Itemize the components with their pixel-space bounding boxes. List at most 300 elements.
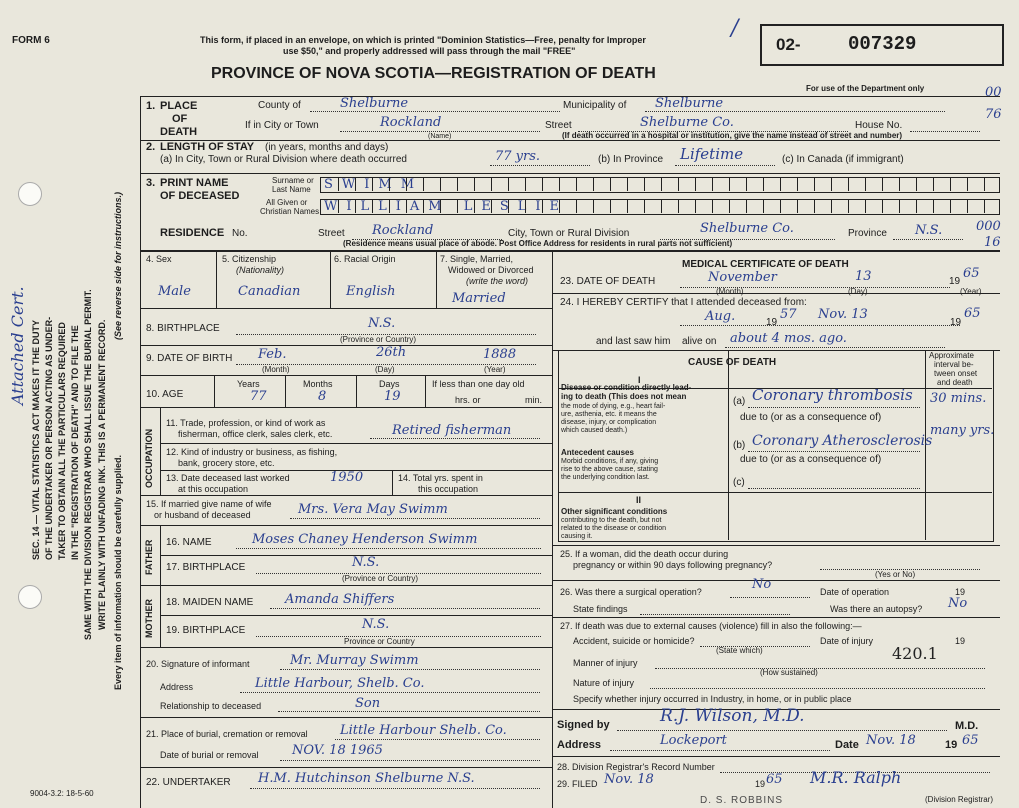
city-name-label: (Name) [428, 133, 452, 140]
s3-label-1: PRINT NAME [160, 177, 229, 189]
signed-md: M.D. [955, 720, 979, 732]
registrar-record-label: 28. Division Registrar's Record Number [557, 762, 715, 772]
street-label: Street [545, 120, 572, 131]
letter-cell-divider [576, 200, 577, 213]
print-code: 9004-3.2: 18-5-60 [30, 789, 94, 798]
letter-cell-divider [763, 200, 764, 213]
letter-cell-divider [661, 178, 662, 191]
filed-year-prefix: 19 [755, 779, 766, 789]
letter-cell-divider [525, 178, 526, 191]
mother-label: MOTHER [144, 599, 154, 638]
alive-on-label: alive on [682, 336, 717, 347]
cause-a-label: (a) [733, 396, 746, 407]
letter-cell-divider [508, 200, 509, 213]
letter-cell-divider [355, 200, 356, 213]
s1-label-2: OF [172, 113, 188, 125]
interval-4: and death [937, 378, 973, 387]
letter-cell-divider [780, 200, 781, 213]
letter-cell-divider [542, 178, 543, 191]
age-label: 10. AGE [146, 389, 184, 400]
s2-a-label: (a) In City, Town or Rural Division where death occurred [160, 154, 407, 165]
marital-value[interactable]: Married [452, 291, 506, 306]
death-date-day[interactable]: 13 [855, 269, 872, 284]
citizenship-label-2: (Nationality) [236, 265, 285, 275]
mother-birthplace-label: 19. BIRTHPLACE [166, 625, 246, 636]
letter-cell-divider [593, 178, 594, 191]
certify-label: 24. I HEREBY CERTIFY that I attended deceased from: [560, 297, 807, 308]
relationship-label: Relationship to deceased [160, 701, 262, 711]
letter-cell-divider [338, 178, 339, 191]
tick-mark: / [731, 16, 739, 41]
letter-cell-divider [695, 200, 696, 213]
pregnancy-label-2: pregnancy or within 90 days following pregnancy? [573, 560, 773, 570]
roman-two: II [636, 495, 642, 505]
letter-cell-divider [372, 178, 373, 191]
city-label: If in City or Town [245, 120, 319, 131]
trade-label-1: 11. Trade, profession, or kind of work as [166, 418, 326, 428]
letter-cell-divider [899, 178, 900, 191]
pregnancy-label-1: 25. If a woman, did the death occur during [560, 549, 729, 559]
dob-year-label: (Year) [484, 365, 506, 374]
department-use-label: For use of the Department only [806, 84, 925, 93]
municipality-value[interactable]: Shelburne [655, 96, 724, 111]
residence-street-value[interactable]: Rockland [372, 223, 434, 238]
alive-on-value[interactable]: about 4 mos. ago. [730, 331, 847, 346]
informant-address-value[interactable]: Little Harbour, Shelb. Co. [255, 676, 425, 691]
letter-cell-divider [780, 178, 781, 191]
s2-label: LENGTH OF STAY [160, 141, 255, 153]
surgery-label: 26. Was there a surgical operation? [560, 587, 702, 597]
father-birthplace-value[interactable]: N.S. [352, 555, 380, 570]
cause-b-interval[interactable]: many yrs. [930, 423, 995, 438]
date-label: Date [835, 739, 859, 751]
residence-street-label: Street [318, 228, 345, 239]
autopsy-label: Was there an autopsy? [830, 604, 923, 614]
father-name-label: 16. NAME [166, 537, 212, 548]
robbins-stamp: D. S. ROBBINS [700, 795, 784, 806]
date-year[interactable]: 65 [962, 733, 979, 748]
age-less-label-2: hrs. or [455, 395, 481, 405]
marital-label-2: Widowed or Divorced [448, 265, 534, 275]
letter-cell-divider [831, 178, 832, 191]
residence-note: (Residence means usual place of abode. Post Office Address for residents in rural parts not sufficient) [343, 239, 733, 248]
punch-hole-bottom [18, 585, 42, 609]
findings-label: State findings [573, 604, 628, 614]
last-worked-label-1: 13. Date deceased last worked [166, 473, 290, 483]
letter-cell-divider [576, 178, 577, 191]
spouse-value[interactable]: Mrs. Vera May Swimm [298, 502, 448, 517]
antecedent-3: rise to the above cause, stating [561, 466, 658, 473]
punch-hole-top [18, 182, 42, 206]
death-date-year[interactable]: 65 [963, 266, 980, 281]
due-to-2: due to (or as a consequence of) [740, 454, 882, 465]
surname-label-2: Last Name [272, 185, 311, 194]
letter-cell-divider [389, 178, 390, 191]
letter-cell-divider [797, 178, 798, 191]
antecedent-1: Antecedent causes [561, 448, 634, 457]
letter-cell-divider [610, 200, 611, 213]
letter-cell-divider [712, 178, 713, 191]
filed-year[interactable]: 65 [766, 772, 783, 787]
trade-label-2: fisherman, office clerk, sales clerk, etc. [178, 429, 333, 439]
age-days-label: Days [379, 379, 400, 389]
letter-cell-divider [525, 200, 526, 213]
letter-cell-divider [865, 178, 866, 191]
father-birthplace-label: 17. BIRTHPLACE [166, 562, 246, 573]
dob-day[interactable]: 26th [376, 345, 407, 360]
racial-origin-label: 6. Racial Origin [334, 254, 396, 264]
letter-cell-divider [746, 200, 747, 213]
letter-cell-divider [491, 200, 492, 213]
department-code-4: 16 [984, 235, 1001, 250]
father-label: FATHER [144, 539, 154, 575]
disease-6: which caused death.) [561, 427, 628, 434]
nature-label: Nature of injury [573, 678, 635, 688]
given-name-value: WILLIAM LESLIE [324, 199, 569, 214]
side-instruction-2: OF THE UNDERTAKER OR PERSON ACTING AS UNDER- [44, 316, 54, 560]
letter-cell-divider [967, 178, 968, 191]
letter-cell-divider [729, 200, 730, 213]
industry-label-2: bank, grocery store, etc. [178, 458, 275, 468]
surname-value: SWIMM [324, 177, 424, 192]
city-value[interactable]: Rockland [380, 115, 442, 130]
age-years-value[interactable]: 77 [250, 389, 267, 404]
house-number-label: House No. [855, 120, 903, 131]
department-code-3: 000 [976, 219, 1001, 234]
death-date-month[interactable]: November [708, 270, 777, 285]
death-month-label: (Month) [716, 287, 744, 296]
letter-cell-divider [848, 178, 849, 191]
s1-label-1: PLACE [160, 100, 198, 112]
interval-1: Approximate [929, 351, 974, 360]
letter-cell-divider [916, 178, 917, 191]
letter-cell-divider [712, 200, 713, 213]
s2-b-label: (b) In Province [598, 154, 664, 165]
letter-cell-divider [678, 178, 679, 191]
cause-a-value[interactable]: Coronary thrombosis [752, 386, 913, 404]
given-label-1: All Given or [266, 198, 308, 207]
age-months-label: Months [303, 379, 333, 389]
side-instruction-6: WRITE PLAINLY WITH UNFADING INK. THIS IS A PERMANENT RECORD. [97, 319, 107, 630]
external-causes-label: 27. If death was due to external causes (violence) fill in also the following:— [560, 621, 862, 631]
disease-2: ing to death (This does not mean [561, 392, 687, 401]
dob-month[interactable]: Feb. [258, 347, 287, 362]
s3-label-2: OF DECEASED [160, 190, 240, 202]
citizenship-value[interactable]: Canadian [238, 284, 301, 299]
letter-cell-divider [933, 178, 934, 191]
last-saw-label: and last saw him [596, 336, 671, 347]
municipality-label: Municipality of [563, 100, 627, 111]
address-value[interactable]: Lockeport [660, 733, 727, 748]
letter-cell-divider [508, 178, 509, 191]
letter-cell-divider [627, 200, 628, 213]
letter-cell-divider [627, 178, 628, 191]
marital-label-3: (write the word) [466, 276, 529, 286]
letter-cell-divider [984, 178, 985, 191]
page-title: PROVINCE OF NOVA SCOTIA—REGISTRATION OF DEATH [211, 65, 656, 82]
injury-date-prefix: 19 [955, 636, 966, 646]
antecedent-2: Morbid conditions, if any, giving [561, 458, 659, 465]
sex-value[interactable]: Male [158, 284, 191, 299]
death-day-label: (Day) [848, 287, 868, 296]
letter-cell-divider [457, 200, 458, 213]
medical-certificate-title: MEDICAL CERTIFICATE OF DEATH [682, 259, 849, 270]
address-label: Address [557, 739, 602, 751]
filed-value[interactable]: Nov. 18 [604, 772, 654, 787]
specify-label: Specify whether injury occurred in Industry, in home, or in public place [573, 694, 852, 704]
classification-code[interactable]: 420.1 [892, 644, 938, 663]
industry-label-1: 12. Kind of industry or business, as fishing, [166, 447, 338, 457]
letter-cell-divider [542, 200, 543, 213]
age-months-value[interactable]: 8 [318, 389, 327, 404]
cause-b-value[interactable]: Coronary Atherosclerosis [752, 433, 933, 449]
mother-maiden-value[interactable]: Amanda Shiffers [285, 592, 395, 607]
birthplace-sub: (Province or Country) [340, 335, 417, 344]
s1-label-3: DEATH [160, 126, 198, 138]
letter-cell-divider [746, 178, 747, 191]
registration-number: 007329 [848, 33, 917, 55]
s2-a-value[interactable]: 77 yrs. [495, 149, 541, 164]
side-instruction-4: IN THE "REGISTRATION OF DEATH" AND TO FILE THE [70, 325, 80, 560]
letter-cell-divider [491, 178, 492, 191]
letter-cell-divider [814, 178, 815, 191]
letter-cell-divider [440, 200, 441, 213]
how-sustained: (How sustained) [760, 668, 818, 677]
accident-label: Accident, suicide or homicide? [573, 636, 695, 646]
autopsy-value[interactable]: No [948, 596, 968, 611]
letter-cell-divider [729, 178, 730, 191]
letter-cell-divider [440, 178, 441, 191]
spouse-label-1: 15. If married give name of wife [146, 499, 272, 509]
burial-place-value[interactable]: Little Harbour Shelb. Co. [340, 723, 507, 738]
header-note-2: use $50," and properly addressed will pass through the mail "FREE" [283, 46, 576, 56]
letter-cell-divider [814, 200, 815, 213]
cause-b-label: (b) [733, 440, 746, 451]
death-date-label: 23. DATE OF DEATH [560, 276, 656, 287]
last-worked-value[interactable]: 1950 [330, 470, 364, 485]
s2-sub: (in years, months and days) [265, 142, 389, 153]
signed-value[interactable]: R.J. Wilson, M.D. [660, 706, 805, 726]
disease-1: Disease or condition directly lead- [561, 383, 692, 392]
letter-cell-divider [644, 178, 645, 191]
signed-label: Signed by [557, 719, 610, 731]
letter-cell-divider [950, 178, 951, 191]
letter-cell-divider [831, 200, 832, 213]
registrar-label: (Division Registrar) [925, 795, 994, 804]
residence-label: RESIDENCE [160, 227, 225, 239]
attended-to[interactable]: Nov. 13 [818, 307, 868, 322]
operation-date-label: Date of operation [820, 587, 890, 597]
letter-cell-divider [644, 200, 645, 213]
father-name-value[interactable]: Moses Chaney Henderson Swimm [252, 532, 478, 547]
trade-value[interactable]: Retired fisherman [392, 423, 512, 438]
attended-to-prefix: 19 [950, 317, 962, 328]
spouse-label-2: or husband of deceased [154, 510, 251, 520]
form-number: FORM 6 [12, 35, 50, 46]
registration-number-box [760, 24, 1004, 66]
dob-day-label: (Day) [375, 365, 395, 374]
residence-province-label: Province [848, 228, 887, 239]
letter-cell-divider [865, 200, 866, 213]
sex-label: 4. Sex [146, 254, 172, 264]
roman-one: I [638, 375, 641, 385]
residence-province-value[interactable]: N.S. [915, 223, 943, 238]
date-value[interactable]: Nov. 18 [866, 733, 916, 748]
letter-cell-divider [678, 200, 679, 213]
mother-birthplace-sub: Province or Country [344, 637, 415, 646]
letter-cell-divider [797, 200, 798, 213]
surname-label-1: Surname or [272, 176, 314, 185]
other-2: contributing to the death, but not [561, 517, 662, 524]
department-code-1: 00 [985, 85, 1002, 100]
interval-3: tween onset [934, 369, 978, 378]
letter-cell-divider [933, 200, 934, 213]
letter-cell-divider [338, 200, 339, 213]
residence-no-label: No. [232, 228, 248, 239]
due-to-1: due to (or as a consequence of) [740, 412, 882, 423]
cause-title: CAUSE OF DEATH [688, 357, 777, 368]
surgery-value[interactable]: No [752, 577, 772, 592]
side-instruction-3: TAKER TO OBTAIN ALL THE PARTICULARS REQUIRED [57, 322, 67, 560]
birthplace-value[interactable]: N.S. [368, 316, 396, 331]
other-3: related to the disease or condition [561, 525, 667, 532]
letter-cell-divider [559, 200, 560, 213]
letter-cell-divider [423, 200, 424, 213]
age-days-value[interactable]: 19 [384, 389, 401, 404]
interval-2: interval be- [934, 360, 974, 369]
letter-cell-divider [984, 200, 985, 213]
antecedent-4: the underlying condition last. [561, 474, 650, 481]
residence-city-value[interactable]: Shelburne Co. [700, 221, 794, 236]
header-note-1: This form, if placed in an envelope, on which is printed "Dominion Statistics—Free, penalty for Improper [200, 35, 646, 45]
s2-b-value[interactable]: Lifetime [680, 145, 744, 163]
county-value[interactable]: Shelburne [340, 96, 409, 111]
pregnancy-yes-no: (Yes or No) [875, 570, 916, 579]
letter-cell-divider [474, 200, 475, 213]
undertaker-value[interactable]: H.M. Hutchinson Shelburne N.S. [258, 771, 475, 786]
s2-number: 2. [146, 141, 156, 153]
letter-cell-divider [661, 200, 662, 213]
letter-cell-divider [916, 200, 917, 213]
cause-c-label: (c) [733, 477, 745, 488]
racial-origin-value[interactable]: English [346, 284, 396, 299]
marital-label-1: 7. Single, Married, [440, 254, 514, 264]
letter-cell-divider [372, 200, 373, 213]
citizenship-label-1: 5. Citizenship [222, 254, 277, 264]
hospital-note: (If death occurred in a hospital or institution, give the name instead of street and number) [562, 131, 903, 140]
letter-cell-divider [899, 200, 900, 213]
age-less-label-1: If less than one day old [432, 379, 525, 389]
filed-label: 29. FILED [557, 779, 598, 789]
disease-3: the mode of dying, e.g., heart fail- [561, 403, 666, 410]
informant-address-label: Address [160, 682, 194, 692]
letter-cell-divider [950, 200, 951, 213]
informant-label: 20. Signature of informant [146, 659, 250, 669]
letter-cell-divider [882, 178, 883, 191]
letter-cell-divider [610, 178, 611, 191]
letter-cell-divider [763, 178, 764, 191]
given-name-boxes[interactable] [320, 199, 1000, 215]
letter-cell-divider [882, 200, 883, 213]
informant-value[interactable]: Mr. Murray Swimm [290, 653, 419, 668]
other-4: causing it. [561, 533, 593, 540]
birthplace-label: 8. BIRTHPLACE [146, 323, 220, 334]
side-instruction-7: Every item of information should be carefully supplied. [113, 454, 123, 690]
undertaker-label: 22. UNDERTAKER [146, 777, 231, 788]
side-instruction-8: (See reverse side for instructions.) [113, 191, 123, 340]
letter-cell-divider [355, 178, 356, 191]
residence-city-label: City, Town or Rural Division [508, 228, 630, 239]
disease-4: ure, asthenia, etc. it means the [561, 411, 657, 418]
date-year-prefix: 19 [945, 739, 958, 751]
mother-maiden-label: 18. MAIDEN NAME [166, 597, 254, 608]
side-instruction-1: SEC. 14 — VITAL STATISTICS ACT MAKES IT THE DUTY [31, 319, 41, 560]
letter-cell-divider [848, 200, 849, 213]
attended-from-prefix: 19 [766, 317, 778, 328]
death-year-label: (Year) [960, 287, 982, 296]
s2-c-label: (c) In Canada (if immigrant) [782, 154, 904, 165]
side-handwriting: Attached Cert. [8, 286, 27, 405]
attended-to-year[interactable]: 65 [964, 306, 981, 321]
last-worked-label-2: at this occupation [178, 484, 249, 494]
letter-cell-divider [967, 200, 968, 213]
father-birthplace-sub: (Province or Country) [342, 574, 419, 583]
burial-date-value[interactable]: NOV. 18 1965 [292, 743, 383, 758]
s1-number: 1. [146, 100, 156, 112]
letter-cell-divider [559, 178, 560, 191]
death-year-prefix: 19 [949, 276, 961, 287]
dob-label: 9. DATE OF BIRTH [146, 353, 233, 364]
disease-5: disease, injury, or complication [561, 419, 657, 426]
letter-cell-divider [593, 200, 594, 213]
side-instruction-5: SAME WITH THE DIVISION REGISTRAR WHO SHALL ISSUE THE BURIAL PERMIT. [83, 289, 93, 640]
letter-cell-divider [457, 178, 458, 191]
dob-month-label: (Month) [262, 365, 290, 374]
age-less-label-3: min. [525, 395, 543, 405]
state-which: (State which) [716, 646, 763, 655]
injury-date-label: Date of injury [820, 636, 874, 646]
total-years-label-1: 14. Total yrs. spent in [398, 473, 483, 483]
given-label-2: Christian Names [260, 207, 320, 216]
occupation-label: OCCUPATION [144, 428, 154, 488]
registrar-signature[interactable]: M.R. Ralph [810, 768, 902, 787]
burial-date-label: Date of burial or removal [160, 750, 259, 760]
letter-cell-divider [406, 200, 407, 213]
other-1: Other significant conditions [561, 507, 668, 516]
operation-date-prefix: 19 [955, 587, 966, 597]
letter-cell-divider [389, 200, 390, 213]
manner-label: Manner of injury [573, 658, 638, 668]
department-code-2: 76 [985, 107, 1002, 122]
dob-year[interactable]: 1888 [483, 347, 517, 362]
county-label: County of [258, 100, 301, 111]
letter-cell-divider [423, 178, 424, 191]
attended-from-year[interactable]: 57 [780, 307, 797, 322]
s3-number: 3. [146, 177, 156, 189]
mother-birthplace-value[interactable]: N.S. [362, 617, 390, 632]
total-years-label-2: this occupation [418, 484, 479, 494]
attended-from[interactable]: Aug. [705, 309, 736, 324]
street-value[interactable]: Shelburne Co. [640, 115, 734, 130]
relationship-value[interactable]: Son [355, 696, 381, 711]
age-years-label: Years [237, 379, 260, 389]
surname-boxes[interactable] [320, 177, 1000, 193]
cause-a-interval[interactable]: 30 mins. [930, 391, 987, 406]
letter-cell-divider [406, 178, 407, 191]
registration-prefix: 02- [776, 35, 801, 54]
letter-cell-divider [695, 178, 696, 191]
letter-cell-divider [474, 178, 475, 191]
